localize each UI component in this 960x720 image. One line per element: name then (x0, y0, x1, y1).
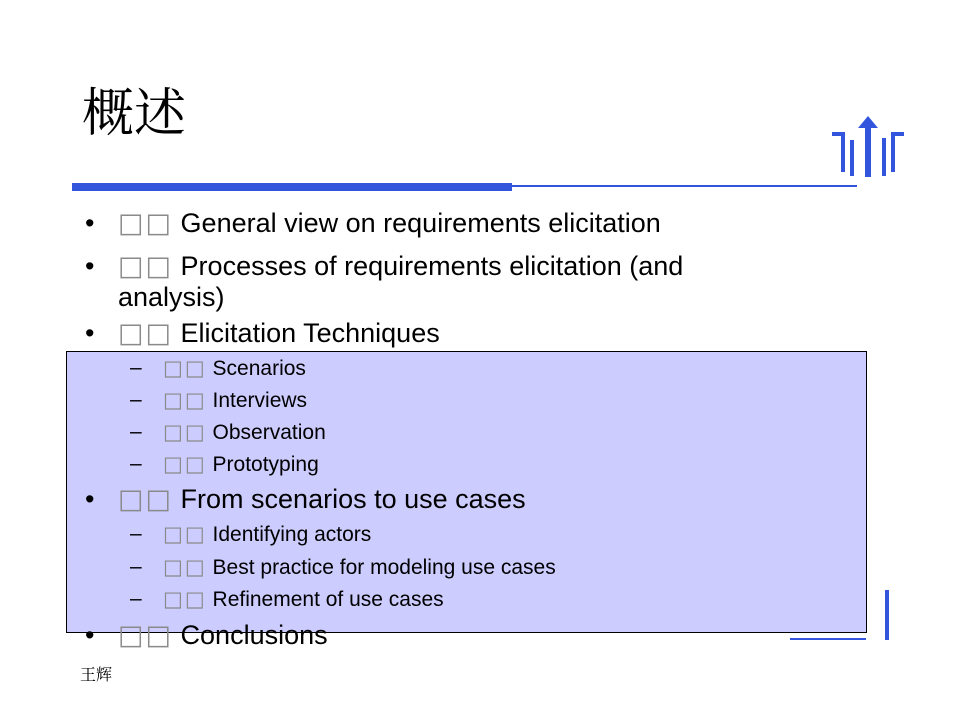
dash-marker: – (130, 452, 142, 475)
decorative-vertical-bar (885, 590, 889, 640)
missing-glyph: □□ (118, 251, 174, 282)
sub-list-item-text: Interviews (212, 389, 308, 412)
list-item-text: From scenarios to use cases (180, 484, 526, 514)
slide-title: 概述 (82, 84, 187, 144)
dash-marker: – (130, 555, 142, 578)
title-underline-thin (512, 185, 857, 187)
dash-marker: – (130, 356, 142, 379)
bullet-marker: • (85, 251, 95, 281)
missing-glyph: □□ (163, 420, 207, 444)
sub-list-item-text: Scenarios (212, 357, 306, 380)
list-item-text: General view on requirements elicitation (180, 208, 661, 238)
missing-glyph: □□ (163, 555, 207, 579)
sub-list-item-text: Refinement of use cases (212, 588, 444, 611)
bullet-marker: • (85, 620, 95, 650)
list-item-text: Conclusions (180, 620, 328, 650)
missing-glyph: □□ (163, 388, 207, 412)
list-item-continuation (118, 282, 225, 313)
bullet-marker: • (85, 208, 95, 238)
title-underline-thick (72, 183, 512, 191)
missing-glyph: □□ (118, 208, 174, 239)
decorative-horizontal-tick (790, 638, 866, 640)
list-item-text: Processes of requirements elicitation (and (180, 251, 684, 281)
dash-marker: – (130, 522, 142, 545)
dash-marker: – (130, 587, 142, 610)
missing-glyph: □□ (163, 522, 207, 546)
list-item-text: Elicitation Techniques (180, 318, 440, 348)
list-item-text: analysis) (118, 282, 225, 312)
bullet-marker: • (85, 318, 95, 348)
sub-list-item-text: Observation (212, 421, 326, 444)
missing-glyph: □□ (118, 484, 174, 515)
sub-list-item-text: Prototyping (212, 453, 319, 476)
missing-glyph: □□ (118, 620, 174, 651)
missing-glyph: □□ (163, 587, 207, 611)
bullet-marker: • (85, 484, 95, 514)
dash-marker: – (130, 420, 142, 443)
sub-list-item-text: Best practice for modeling use cases (212, 556, 556, 579)
missing-glyph: □□ (163, 356, 207, 380)
dash-marker: – (130, 388, 142, 411)
arrow-up-bars-icon (822, 110, 914, 184)
missing-glyph: □□ (118, 318, 174, 349)
missing-glyph: □□ (163, 452, 207, 476)
sub-list-item-text: Identifying actors (212, 523, 372, 546)
footer-author: 王辉 (80, 665, 113, 684)
